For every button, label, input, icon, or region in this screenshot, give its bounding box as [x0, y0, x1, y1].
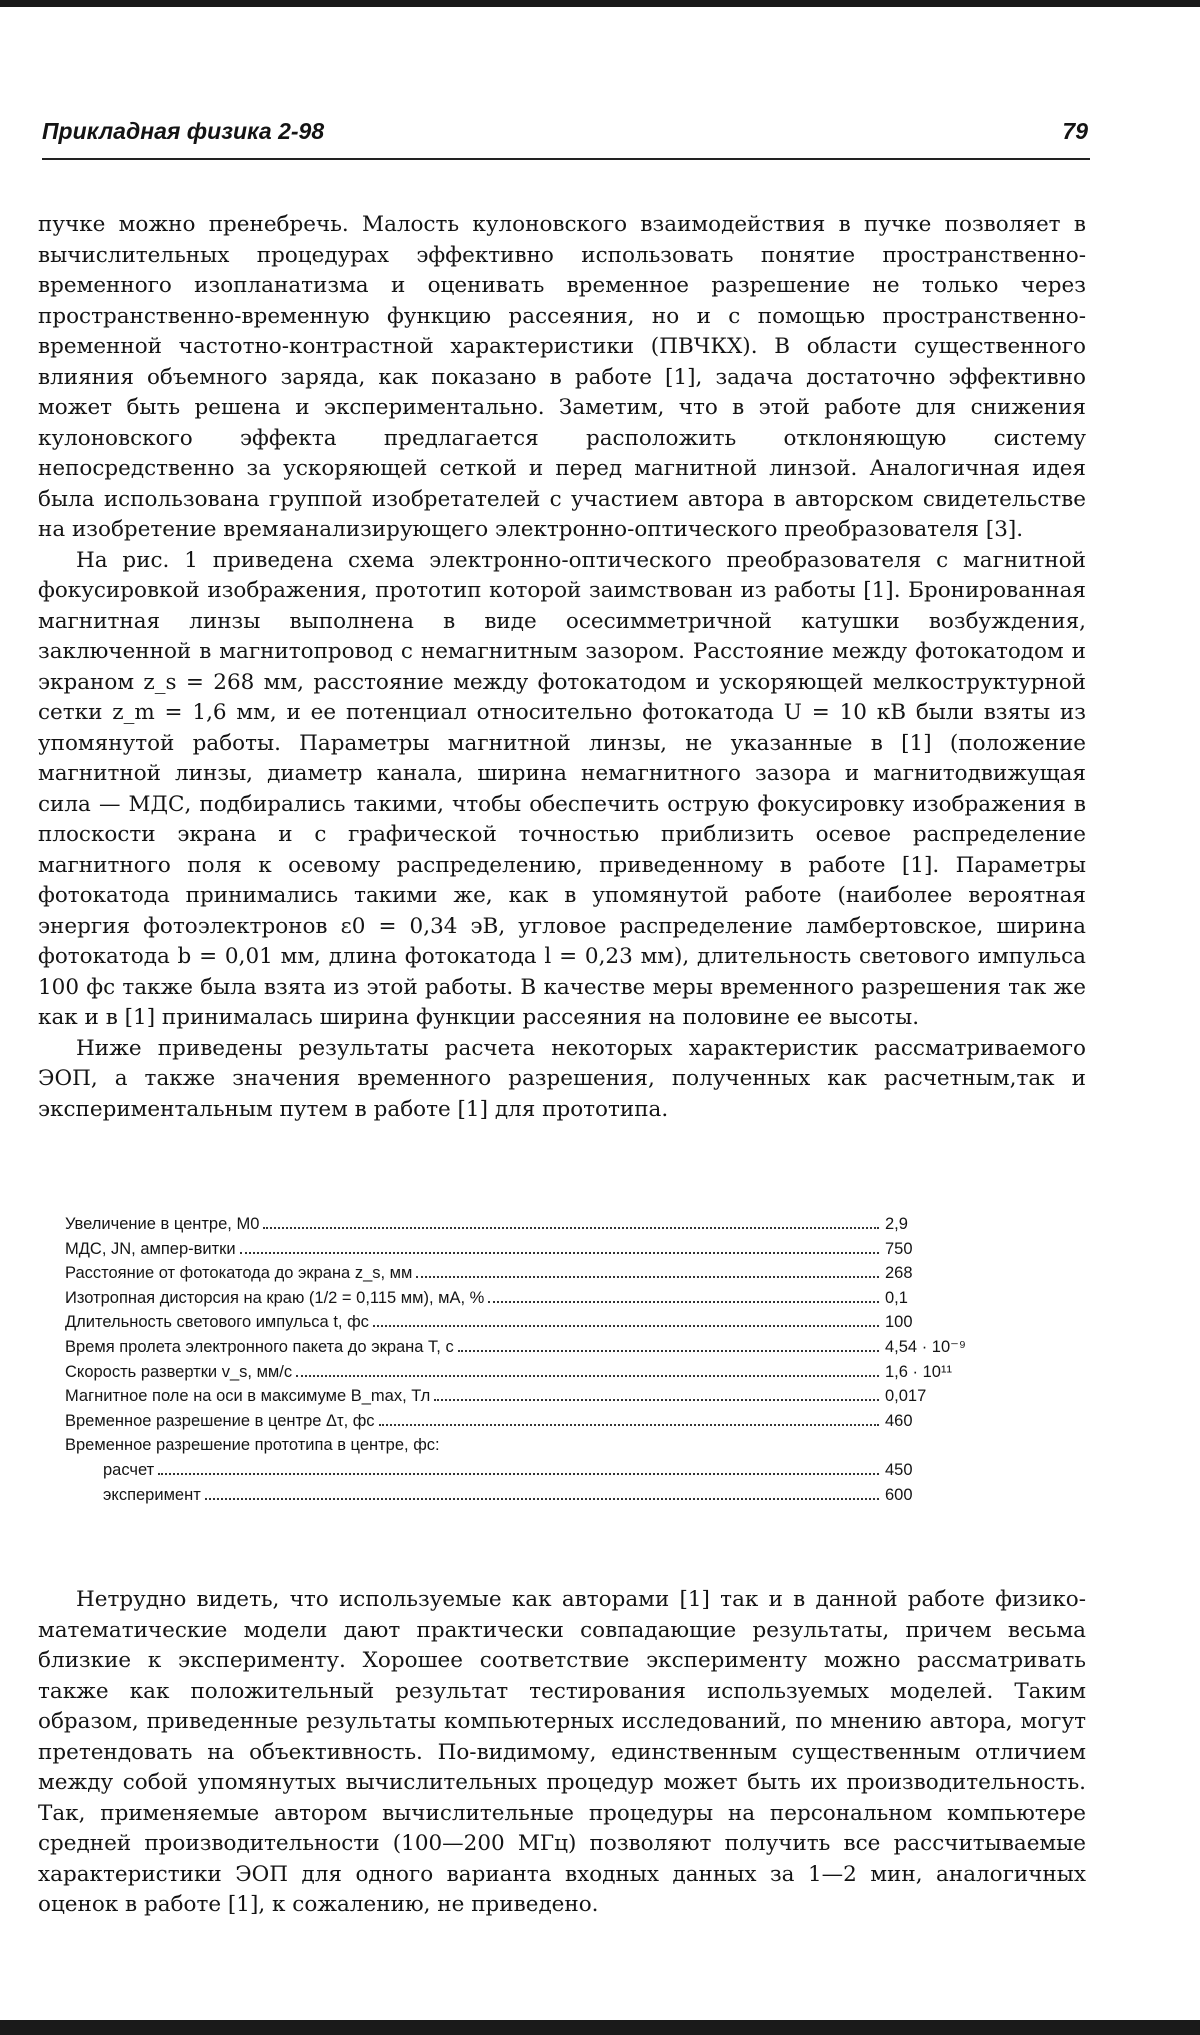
paragraph: Ниже приведены результаты расчета некоторых характеристик рассматриваемого ЭОП, а также значения временного разрешения, полученных как расчетным,так и экспериментальным путем в работе [1] для прототипа.: [38, 1035, 1086, 1122]
bottom-scan-border: [0, 2020, 1200, 2035]
page-header: [42, 118, 1090, 160]
param-label: Расстояние от фотокатода до экрана z_s, мм: [65, 1264, 413, 1283]
param-label: Магнитное поле на оси в максимуме B_max, Тл: [65, 1387, 431, 1406]
param-row: [65, 1483, 1005, 1508]
param-value: 0,017: [885, 1387, 927, 1406]
param-label: Скорость развертки v_s, мм/с: [65, 1362, 293, 1381]
param-row: [65, 1310, 1005, 1335]
param-label: Увеличение в центре, M0: [65, 1215, 260, 1233]
param-value: 600: [885, 1485, 913, 1504]
parameters-list: [65, 1212, 1005, 1507]
param-value: 268: [885, 1264, 913, 1283]
param-value: 4,54 · 10⁻⁹: [885, 1337, 966, 1356]
paragraph: На рис. 1 приведена схема электронно-оптического преобразователя с магнитной фокусировкой изображения, прототип которой заимствован из работы [1]. Бронированная магнитная линзы выполнена в виде осесимметричной катушки возбуждения, заключенной в магнитопровод с немагнитным зазором. Расстояние между фотокатодом и экраном z_s = 268 мм, расстояние между фотокатодом и ускоряющей мелкоструктурной сетки z_m = 1,6 мм, и ее потенциал относительно фотокатода U = 10 кВ были взяты из упомянутой работы. Параметры магнитной линзы, не указанные в [1] (положение магнитной линзы, диаметр канала, ширина немагнитного зазора и магнитодвижущая сила — МДС, подбирались такими, чтобы обеспечить острую фокусировку изображения в плоскости экрана и с графической точностью приблизить осевое распределение магнитного поля к осевому распределению, приведенному в работе [1]. Параметры фотокатода принимались такими же, как в упомянутой работе (наиболее вероятная энергия фотоэлектронов ε0 = 0,34 эВ, угловое распределение ламбертовское, ширина фотокатода b = 0,01 мм, длина фотокатода l = 0,23 мм), длительность светового импульса 100 фс также была взята из этой работы. В качестве меры временного разрешения так же как и в [1] принималась ширина функции рассеяния на половине ее высоты.: [38, 547, 1086, 1030]
paragraph: пучке можно пренебречь. Малость кулоновского взаимодействия в пучке позволяет в вычислительных процедурах эффективно использовать понятие пространственно-временного изопланатизма и оценивать временное разрешение не только через пространственно-временную функцию рассеяния, но и с помощью пространственно-временной частотно-контрастной характеристики (ПВЧКХ). В области существенного влияния объемного заряда, как показано в работе [1], задача достаточно эффективно может быть решена и экспериментально. Заметим, что в этой работе для снижения кулоновского эффекта предлагается расположить отклоняющую систему непосредственно за ускоряющей сеткой и перед магнитной линзой. Аналогичная идея была использована группой изобретателей с участием автора в авторском свидетельстве на изобретение времяанализирующего электронно-оптического преобразователя [3].: [38, 212, 1086, 542]
body-text-top: [38, 210, 1086, 1125]
param-value: 450: [885, 1460, 913, 1479]
prototype-heading: Временное разрешение прототипа в центре, фс:: [65, 1436, 440, 1455]
param-row: [65, 1335, 1005, 1360]
page-number: 79: [1062, 118, 1088, 144]
param-row: [65, 1360, 1005, 1385]
param-label: расчет: [103, 1460, 155, 1479]
param-row: [65, 1409, 1005, 1434]
param-label: Временное разрешение в центре Δτ, фс: [65, 1411, 375, 1430]
body-text-bottom: [38, 1585, 1086, 1921]
param-value: 750: [885, 1239, 913, 1258]
param-row: [65, 1237, 1005, 1262]
param-value: 1,6 · 10¹¹: [885, 1362, 952, 1381]
param-label: Длительность светового импульса t, фс: [65, 1313, 369, 1332]
param-row: [65, 1261, 1005, 1286]
journal-title: Прикладная физика 2-98: [42, 118, 325, 144]
param-row: [65, 1212, 1005, 1237]
param-value: 2,9: [885, 1215, 908, 1233]
param-value: 460: [885, 1411, 913, 1430]
prototype-heading-row: [65, 1433, 1005, 1458]
param-label: Время пролета электронного пакета до экрана T, с: [65, 1337, 454, 1356]
param-row: [65, 1458, 1005, 1483]
param-label: эксперимент: [103, 1485, 201, 1504]
top-scan-border: [0, 0, 1200, 7]
param-value: 0,1: [885, 1288, 908, 1307]
param-value: 100: [885, 1313, 913, 1332]
paragraph: Нетрудно видеть, что используемые как авторами [1] так и в данной работе физико-математические модели дают практически совпадающие результаты, причем весьма близкие к эксперименту. Хорошее соответствие эксперименту можно рассматривать также как положительный результат тестирования используемых моделей. Таким образом, приведенные результаты компьютерных исследований, по мнению автора, могут претендовать на объективность. По-видимому, единственным существенным отличием между собой упомянутых вычислительных процедур может быть их производительность. Так, применяемые автором вычислительные процедуры на персональном компьютере средней производительности (100—200 МГц) позволяют получить все рассчитываемые характеристики ЭОП для одного варианта входных данных за 1—2 мин, аналогичных оценок в работе [1], к сожалению, не приведено.: [38, 1587, 1086, 1917]
param-row: [65, 1384, 1005, 1409]
param-label: Изотропная дисторсия на краю (1/2 = 0,115 мм), мА, %: [65, 1288, 485, 1307]
param-label: МДС, JN, ампер-витки: [65, 1239, 236, 1258]
param-row: [65, 1286, 1005, 1311]
